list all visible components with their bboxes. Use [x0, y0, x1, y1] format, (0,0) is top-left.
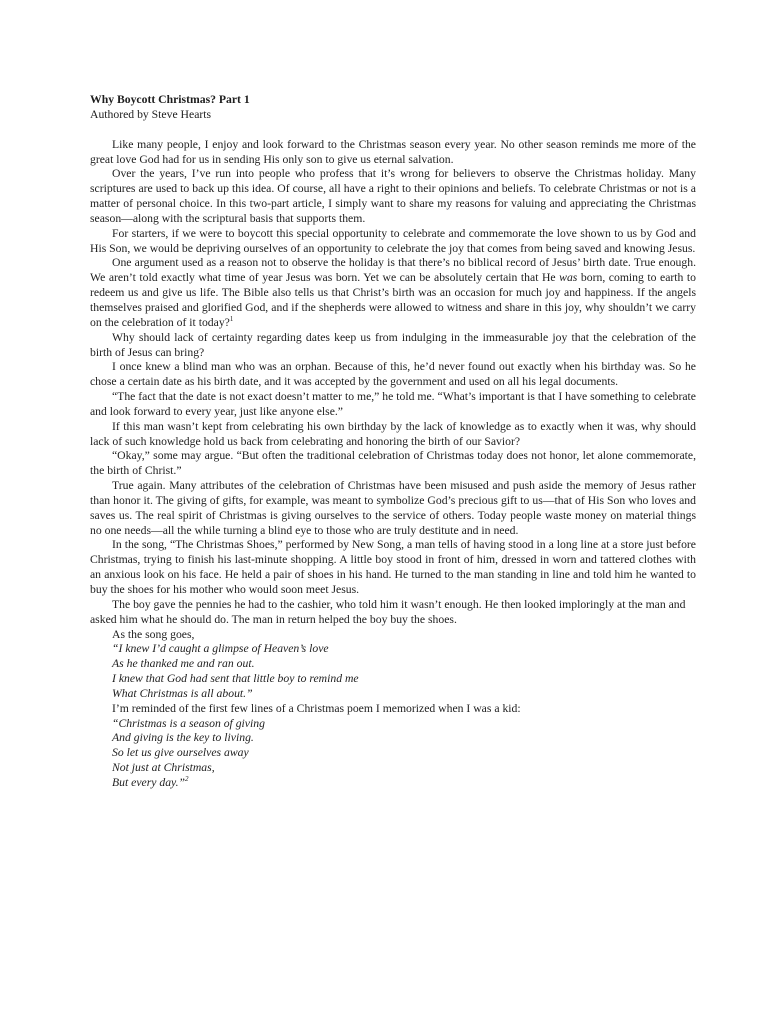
poem-line: “Christmas is a season of giving [112, 716, 265, 730]
paragraph-7: “The fact that the date is not exact doesn’t matter to me,” he told me. “What’s important is that I have something to celebrate and look forward to every year, just like anyone else.” [90, 390, 696, 418]
footnote-marker-1: 1 [229, 314, 234, 323]
paragraph-4 [90, 256, 696, 330]
poem-line [90, 776, 696, 791]
footnote-marker-2: 2 [185, 775, 189, 784]
paragraph-2: Over the years, I’ve run into people who profess that it’s wrong for believers to observe the Christmas holiday. Many scriptures are used to back up this idea. Of course, all have a right to their opinions and beliefs. To celebrate Christmas or not is a matter of personal choice. In this two-part article, I simply want to share my reasons for valuing and appreciating the Christmas season—along with the scriptural basis that supports them. [90, 167, 696, 225]
song-line: What Christmas is all about.” [112, 686, 253, 700]
article-author: Authored by Steve Hearts [90, 107, 212, 121]
song-line: “I knew I’d caught a glimpse of Heaven’s love [112, 642, 329, 656]
paragraph-11: In the song, “The Christmas Shoes,” performed by New Song, a man tells of having stood in a long line at a store just before Christmas, trying to finish his last-minute shopping. A little boy stood in front of him, dressed in worn and tattered clothes with an anxious look on his face. He held a pair of shoes in his hand. He turned to the man standing in line and told him he wanted to buy the shoes for his mother who would soon meet Jesus. [90, 538, 696, 596]
paragraph-12: The boy gave the pennies he had to the cashier, who told him it wasn’t enough. He then looked imploringly at the man and asked him what he should do. The man in return helped the boy buy the shoes. [90, 597, 686, 626]
paragraph-4-emphasis: was [559, 271, 578, 285]
poem-line: And giving is the key to living. [112, 731, 254, 745]
poem-line-last: But every day.” [112, 775, 186, 789]
paragraph-10: True again. Many attributes of the celebration of Christmas have been misused and push aside the memory of Jesus rather than honor it. The giving of gifts, for example, was meant to symbolize God’s precious gift to us—that of His Son who loves and saves us. The real spirit of Christmas is giving ourselves to the service of others. Today people waste money on material things no one needs—all the while turning a blind eye to those who are truly destitute and in need. [90, 479, 696, 537]
paragraph-4-text-a: One argument used as a reason not to observe the holiday is that there’s no biblical record of Jesus’ birth date. True enough. We aren’t told exactly what time of year Jesus was born. Yet we can be absolutely certain that He [90, 256, 696, 285]
song-line: As he thanked me and ran out. [112, 657, 255, 671]
paragraph-4-text-b: born, coming to earth to redeem us and give us life. The Bible also tells us that Christ’s birth was an occasion for much joy and happiness. If the angels themselves praised and glorified God, and if the shepherds were allowed to witness and share in this joy, why shouldn’t we carry on the celebration of it today? [90, 271, 696, 329]
paragraph-3: For starters, if we were to boycott this special opportunity to celebrate and commemorate the love shown to us by God and His Son, we would be depriving ourselves of an opportunity to celebrate the joy that comes from being saved and knowing Jesus. [90, 226, 696, 255]
poem-line: So let us give ourselves away [112, 746, 249, 760]
paragraph-5: Why should lack of certainty regarding dates keep us from indulging in the immeasurable joy that the celebration of the birth of Jesus can bring? [90, 330, 696, 359]
song-line: I knew that God had sent that little boy to remind me [112, 672, 359, 686]
paragraph-9: “Okay,” some may argue. “But often the traditional celebration of Christmas today does not honor, let alone commemorate, the birth of Christ.” [90, 449, 696, 478]
article-title: Why Boycott Christmas? Part 1 [90, 93, 250, 106]
paragraph-8: If this man wasn’t kept from celebrating his own birthday by the lack of knowledge as to exactly when it was, why should lack of such knowledge hold us back from celebrating and honoring the birth of our Savior? [90, 419, 696, 448]
poem-line: Not just at Christmas, [112, 761, 215, 775]
song-intro: As the song goes, [112, 627, 195, 641]
poem-intro: I’m reminded of the first few lines of a Christmas poem I memorized when I was a kid: [112, 701, 521, 715]
paragraph-6: I once knew a blind man who was an orphan. Because of this, he’d never found out exactly when his birthday was. So he chose a certain date as his birth date, and it was accepted by the government and used on all his legal documents. [90, 360, 696, 389]
paragraph-1: Like many people, I enjoy and look forward to the Christmas season every year. No other season reminds me more of the great love God had for us in sending His only son to give us eternal salvation. [90, 137, 696, 166]
